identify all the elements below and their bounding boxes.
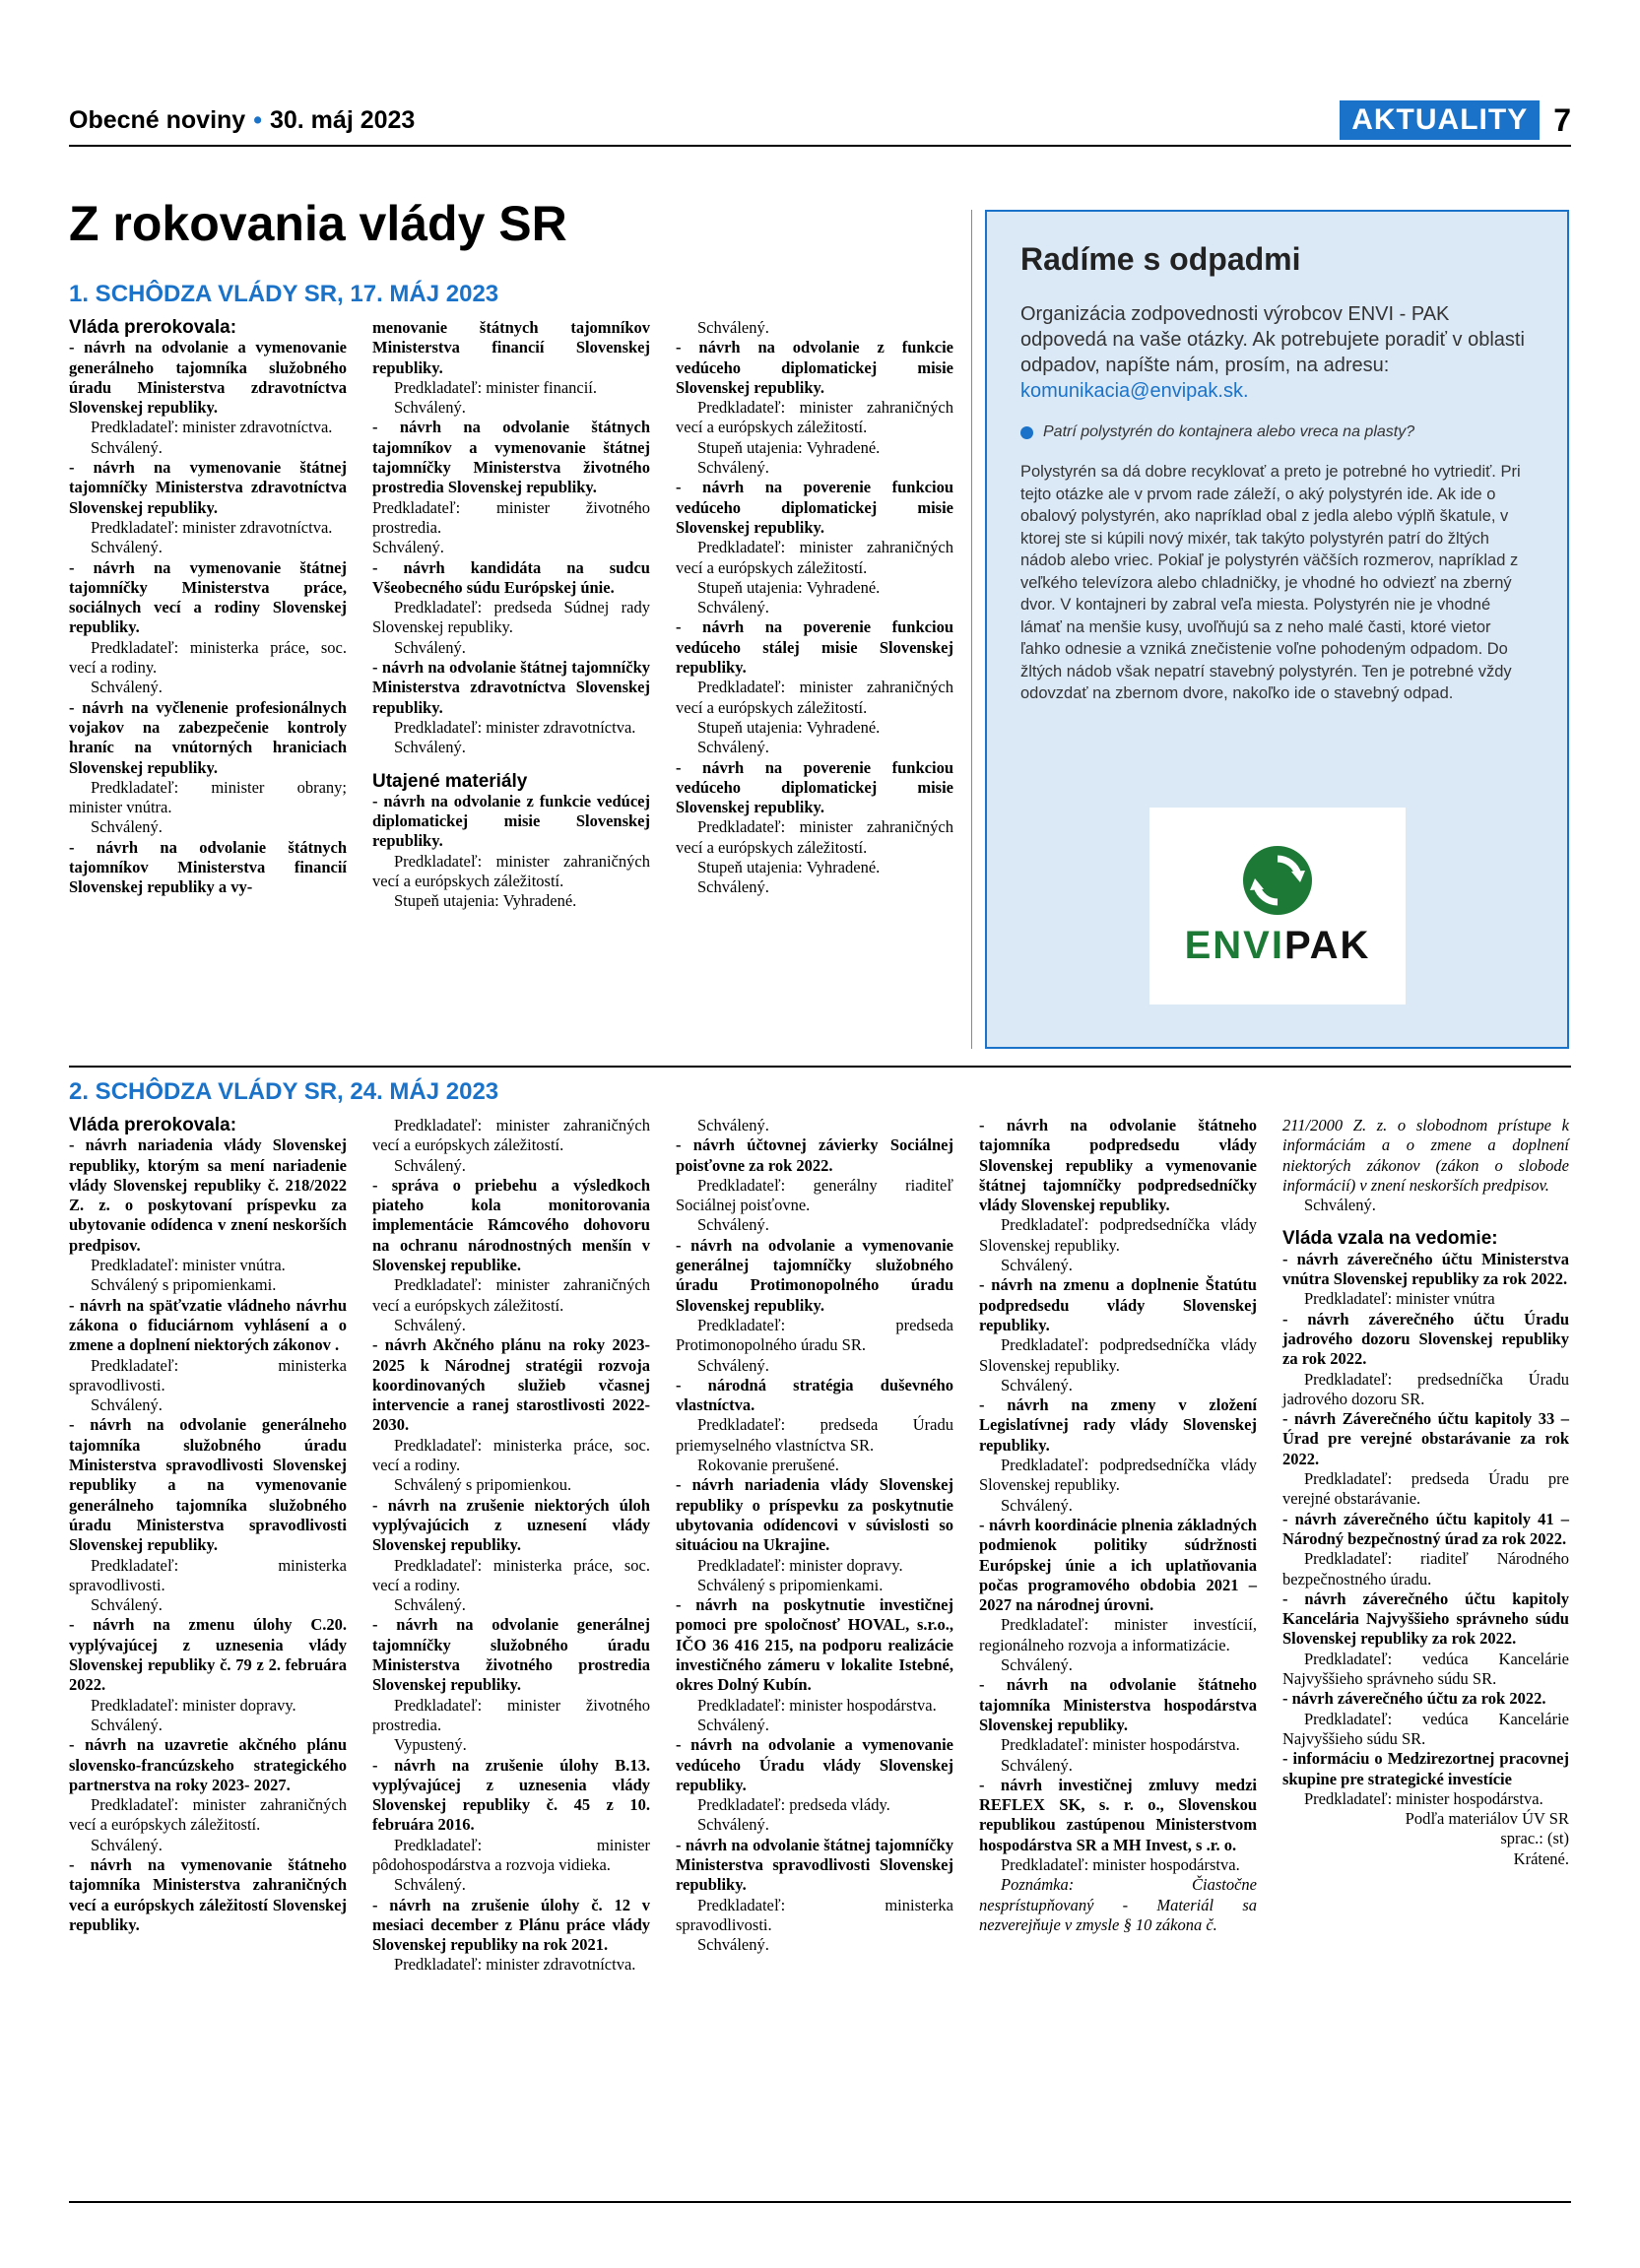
- article-paragraph: Predkladateľ: podpredsedníčka vlády Slovenskej republiky.: [979, 1456, 1257, 1495]
- article-paragraph: Stupeň utajenia: Vyhradené.: [697, 437, 881, 457]
- page-number: 7: [1553, 101, 1571, 138]
- article-paragraph: Predkladateľ: minister zahraničných vecí a európskych záležitostí.: [676, 817, 953, 857]
- article-paragraph: Predkladateľ: minister vnútra.: [91, 1256, 286, 1275]
- article-paragraph: - návrh účtovnej závierky Sociálnej poisťovne za rok 2022.: [676, 1135, 953, 1175]
- article-paragraph: Schválený.: [1001, 1375, 1073, 1394]
- article-paragraph: Predkladateľ: predseda Súdnej rady Slovenskej republiky.: [372, 598, 650, 637]
- article-paragraph: - návrh na odvolanie štátnych tajomníkov Ministerstva financií Slovenskej republiky a vy-: [69, 837, 347, 897]
- article-paragraph: Predkladateľ: predseda Protimonopolného úradu SR.: [676, 1315, 953, 1355]
- article-paragraph: Predkladateľ: minister zahraničných vecí a európskych záležitostí.: [676, 678, 953, 717]
- article-paragraph: Vláda prerokovala:: [69, 1115, 237, 1135]
- sidebar-question: [1020, 423, 1534, 441]
- article-paragraph: - návrh na odvolanie štátneho tajomníka podpredsedu vlády Slovenskej republiky a vymenovanie štátnej tajomníčky podpredsedníčky vlády Slovenskej republiky.: [979, 1116, 1257, 1215]
- article-paragraph: Predkladateľ: predseda Úradu pre verejné obstarávanie.: [1282, 1469, 1569, 1509]
- article-paragraph: Schválený.: [697, 598, 769, 617]
- article-paragraph: - návrh Akčného plánu na roky 2023-2025 k Národnej stratégii rozvoja koordinovaných služieb včasnej intervencie a ranej starostlivosti 2022-2030.: [372, 1335, 650, 1435]
- article-paragraph: Predkladateľ: ministerka spravodlivosti.: [69, 1555, 347, 1594]
- header-separator: •: [253, 106, 262, 134]
- article-paragraph: Predkladateľ: minister dopravy.: [697, 1555, 903, 1575]
- article-paragraph: Predkladateľ: generálny riaditeľ Sociálnej poisťovne.: [676, 1175, 953, 1215]
- session2-column-3: [676, 1116, 953, 1955]
- sidebar-intro: [1020, 301, 1534, 404]
- publication-name: Obecné noviny: [69, 106, 246, 134]
- article-paragraph: menovanie štátnych tajomníkov Ministerstva financií Slovenskej republiky.: [372, 318, 650, 377]
- article-paragraph: - návrh na späťvzatie vládneho návrhu zákona o fiduciárnom vyhlásení a o zmene a doplnení niektorých zákonov .: [69, 1295, 347, 1355]
- article-paragraph: Schválený s pripomienkami.: [91, 1275, 277, 1295]
- article-paragraph: Schválený s pripomienkami.: [697, 1575, 884, 1594]
- article-paragraph: - návrh na odvolanie štátnej tajomníčky Ministerstva zdravotníctva Slovenskej republiky.: [372, 658, 650, 717]
- article-paragraph: Rokovanie prerušené.: [697, 1456, 839, 1475]
- recycle-arrows-icon: [1242, 845, 1313, 916]
- article-paragraph: Schválený.: [394, 637, 466, 657]
- article-paragraph: sprac.: (st): [1500, 1829, 1569, 1848]
- sidebar-question-text: Patrí polystyrén do kontajnera alebo vreca na plasty?: [1043, 423, 1415, 440]
- article-paragraph: Predkladateľ: minister zdravotníctva.: [394, 1955, 636, 1975]
- article-paragraph: Schválený.: [697, 1815, 769, 1835]
- article-paragraph: Predkladateľ: ministerka práce, soc. vecí a rodiny.: [372, 1435, 650, 1475]
- article-paragraph: Predkladateľ: minister hospodárstva.: [1001, 1854, 1240, 1874]
- article-paragraph: - informáciu o Medzirezortnej pracovnej skupine pre strategické investície: [1282, 1749, 1569, 1788]
- article-paragraph: Predkladateľ: podpredsedníčka vlády Slovenskej republiky.: [979, 1335, 1257, 1375]
- article-paragraph: Schválený.: [372, 538, 444, 557]
- article-paragraph: Podľa materiálov ÚV SR: [1405, 1809, 1569, 1829]
- article-paragraph: Predkladateľ: minister zahraničných vecí a európskych záležitostí.: [69, 1795, 347, 1835]
- article-paragraph: Schválený.: [697, 318, 769, 337]
- article-paragraph: Predkladateľ: minister hospodárstva.: [1304, 1788, 1543, 1808]
- issue-date: 30. máj 2023: [269, 106, 416, 134]
- article-paragraph: Schválený.: [394, 1155, 466, 1175]
- article-paragraph: Vypustený.: [394, 1735, 467, 1755]
- article-paragraph: Predkladateľ: riaditeľ Národného bezpečnostného úradu.: [1282, 1549, 1569, 1588]
- article-paragraph: Predkladateľ: ministerka práce, soc. vecí a rodiny.: [69, 637, 347, 678]
- article-paragraph: - návrh na zrušenie úlohy č. 12 v mesiaci december z Plánu práce vlády Slovenskej republiky na rok 2021.: [372, 1895, 650, 1955]
- article-paragraph: Predkladateľ: minister zahraničných vecí a európskych záležitostí.: [372, 851, 650, 891]
- article-paragraph: Predkladateľ: minister financií.: [394, 377, 598, 397]
- article-paragraph: Predkladateľ: minister investícií, regionálneho rozvoja a informatizácie.: [979, 1615, 1257, 1654]
- article-paragraph: Predkladateľ: predsedníčka Úradu jadrového dozoru SR.: [1282, 1369, 1569, 1408]
- article-paragraph: - návrh na zrušenie niektorých úloh vyplývajúcich z uznesení vlády Slovenskej republiky.: [372, 1495, 650, 1555]
- article-paragraph: Schválený.: [697, 1935, 769, 1955]
- session1-column-1: [69, 318, 347, 898]
- article-paragraph: Schválený.: [697, 1355, 769, 1375]
- article-paragraph: Predkladateľ: minister zahraničných vecí a európskych záležitostí.: [676, 398, 953, 437]
- article-paragraph: Schválený.: [394, 1595, 466, 1615]
- article-paragraph: Schválený.: [91, 1715, 163, 1734]
- article-paragraph: Predkladateľ: minister dopravy.: [91, 1695, 296, 1715]
- sidebar-intro-text: Organizácia zodpovednosti výrobcov ENVI - PAK odpovedá na vaše otázky. Ak potrebujete poradiť v oblasti odpadov, napíšte nám, prosím, na adresu:: [1020, 303, 1525, 376]
- sidebar-title: Radíme s odpadmi: [1020, 241, 1301, 277]
- article-paragraph: Predkladateľ: minister zdravotníctva.: [91, 517, 333, 537]
- article-paragraph: Stupeň utajenia: Vyhradené.: [697, 577, 881, 597]
- article-paragraph: Schválený.: [1304, 1196, 1376, 1215]
- article-paragraph: Predkladateľ: podpredsedníčka vlády Slovenskej republiky.: [979, 1215, 1257, 1255]
- article-paragraph: - návrh na odvolanie štátneho tajomníka Ministerstva hospodárstva Slovenskej republiky.: [979, 1675, 1257, 1734]
- article-paragraph: - návrh kandidáta na sudcu Všeobecného súdu Európskej únie.: [372, 557, 650, 597]
- article-paragraph: - návrh na odvolanie a vymenovanie generálneho tajomníka služobného úradu Ministerstva zdravotníctva Slovenskej republiky.: [69, 338, 347, 418]
- article-paragraph: Schválený.: [697, 1215, 769, 1235]
- article-paragraph: - návrh na vyčlenenie profesionálnych vojakov na zabezpečenie kontroly hraníc na vnútorných hraniciach Slovenskej republiky.: [69, 697, 347, 777]
- article-paragraph: Predkladateľ: ministerka spravodlivosti.: [69, 1355, 347, 1394]
- article-paragraph: Predkladateľ: vedúca Kancelárie Najvyššieho správneho súdu SR.: [1282, 1649, 1569, 1689]
- article-paragraph: Predkladateľ: minister zdravotníctva.: [91, 418, 333, 437]
- article-paragraph: Predkladateľ: ministerka práce, soc. vecí a rodiny.: [372, 1555, 650, 1594]
- sidebar-divider: [971, 210, 972, 1049]
- article-paragraph: - návrh Záverečného účtu kapitoly 33 – Úrad pre verejné obstarávanie za rok 2022.: [1282, 1409, 1569, 1468]
- session2-column-1: [69, 1116, 347, 1935]
- article-paragraph: - návrh záverečného účtu za rok 2022.: [1282, 1689, 1546, 1709]
- logo-wordmark: ENVIPAK: [1184, 923, 1371, 967]
- article-paragraph: Stupeň utajenia: Vyhradené.: [697, 717, 881, 737]
- article-paragraph: Predkladateľ: predseda Úradu priemyselného vlastníctva SR.: [676, 1415, 953, 1455]
- article-paragraph: - návrh záverečného účtu kapitoly Kancelária Najvyššieho správneho súdu Slovenskej republiky za rok 2022.: [1282, 1588, 1569, 1649]
- article-paragraph: - návrh na poverenie funkciou vedúceho diplomatickej misie Slovenskej republiky.: [676, 478, 953, 537]
- article-paragraph: Schválený.: [91, 1595, 163, 1615]
- page-header-right: [1340, 100, 1571, 140]
- article-paragraph: Schválený.: [1001, 1655, 1073, 1675]
- article-paragraph: - návrh na odvolanie generálnej tajomníčky služobného úradu Ministerstva životného prostredia Slovenskej republiky.: [372, 1615, 650, 1695]
- article-paragraph: Schválený.: [91, 817, 163, 837]
- article-paragraph: - návrh na odvolanie z funkcie vedúcej diplomatickej misie Slovenskej republiky.: [372, 791, 650, 851]
- article-paragraph: Predkladateľ: vedúca Kancelárie Najvyššieho súdu SR.: [1282, 1709, 1569, 1748]
- article-paragraph: Schválený.: [1001, 1755, 1073, 1775]
- article-paragraph: Schválený.: [394, 1315, 466, 1334]
- article-paragraph: Schválený.: [91, 538, 163, 557]
- article-paragraph: Predkladateľ: minister životného prostredia.: [372, 497, 650, 537]
- article-paragraph: - návrh záverečného účtu kapitoly 41 – Národný bezpečnostný úrad za rok 2022.: [1282, 1509, 1569, 1548]
- article-paragraph: - návrh na odvolanie štátnej tajomníčky Ministerstva spravodlivosti Slovenskej republiky.: [676, 1835, 953, 1895]
- article-paragraph: Stupeň utajenia: Vyhradené.: [697, 858, 881, 877]
- article-paragraph: Predkladateľ: minister zahraničných vecí a európskych záležitostí.: [676, 538, 953, 577]
- article-paragraph: Schválený.: [394, 1875, 466, 1895]
- article-paragraph: Schválený.: [697, 1116, 769, 1134]
- header-rule: [69, 145, 1571, 147]
- article-paragraph: - návrh na zmeny v zložení Legislatívnej rady vlády Slovenskej republiky.: [979, 1395, 1257, 1455]
- article-paragraph: - návrh na odvolanie a vymenovanie vedúceho Úradu vlády Slovenskej republiky.: [676, 1735, 953, 1794]
- article-paragraph: - návrh nariadenia vlády Slovenskej republiky, ktorým sa mení nariadenie vlády Slovenskej republiky č. 218/2022 Z. z. o poskytovaní príspevku za ubytovanie odídenca v znení neskorších predpisov.: [69, 1135, 347, 1255]
- article-paragraph: - návrh na zmenu a doplnenie Štatútu podpredsedu vlády Slovenskej republiky.: [979, 1275, 1257, 1334]
- article-paragraph: Poznámka: Čiastočne nesprístupňovaný - Materiál sa nezverejňuje v zmysle § 10 zákona č.: [979, 1875, 1257, 1934]
- session2-column-5: [1282, 1116, 1569, 1869]
- footer-rule: [69, 2201, 1571, 2203]
- article-paragraph: - národná stratégia duševného vlastníctva.: [676, 1375, 953, 1415]
- article-paragraph: Predkladateľ: minister zahraničných vecí a európskych záležitostí.: [372, 1275, 650, 1315]
- article-paragraph: Schválený.: [91, 1395, 163, 1415]
- sidebar-answer: Polystyrén sa dá dobre recyklovať a preto je potrebné ho vytriediť. Pri tejto otázke ale v prvom rade záleží, o aký polystyrén ide. Ak ide o obalový polystyrén, ako napríklad obal z jedla alebo výplň škatule, v ktorej ste si kúpili nový mixér, tak takýto polystyrén patrí do žltých nádob alebo vriec. Pokiaľ je polystyrén väčších rozmerov, napríklad z veľkého televízora alebo chladničky, je vhodné ho odviezť na zberný dvor. V kontajneri by zabral veľa miesta. Polystyrén nie je vhodné lámať na menšie kusy, uvoľňujú sa z neho malé časti, ktoré vietor ľahko odnesie a vzniká znečistenie voľne pohodeným odpadom. Do žltých nádob však nepatrí stavebný polystyrén. Ten je potrebné vždy odovzdať na zbernom dvore, nakoľko ide o stavebný odpad.: [1020, 463, 1521, 702]
- article-paragraph: 211/2000 Z. z. o slobodnom prístupe k informáciám a o zmene a doplnení niektorých zákonov (zákon o slobode informácií) v znení neskorších predpisov.: [1282, 1116, 1569, 1195]
- article-paragraph: Predkladateľ: minister vnútra: [1304, 1289, 1495, 1309]
- article-paragraph: - návrh na poverenie funkciou vedúceho diplomatickej misie Slovenskej republiky.: [676, 757, 953, 817]
- article-paragraph: Schválený.: [91, 678, 163, 697]
- article-paragraph: Schválený.: [697, 1715, 769, 1734]
- article-paragraph: Predkladateľ: minister zdravotníctva.: [394, 717, 636, 737]
- article-paragraph: Predkladateľ: minister obrany; minister vnútra.: [69, 777, 347, 817]
- article-paragraph: Schválený.: [697, 877, 769, 897]
- article-paragraph: - návrh na odvolanie štátnych tajomníkov a vymenovanie štátnej tajomníčky Ministerstva životného prostredia Slovenskej republiky.: [372, 418, 650, 497]
- session2-title: 2. SCHÔDZA VLÁDY SR, 24. MÁJ 2023: [69, 1078, 499, 1105]
- article-paragraph: - návrh na poverenie funkciou vedúceho stálej misie Slovenskej republiky.: [676, 617, 953, 678]
- envipak-logo: [1149, 808, 1406, 1004]
- article-paragraph: Predkladateľ: minister hospodárstva.: [697, 1695, 937, 1715]
- article-paragraph: - návrh na vymenovanie štátneho tajomníka Ministerstva zahraničných vecí a európskych záležitostí Slovenskej republiky.: [69, 1854, 347, 1934]
- article-paragraph: - návrh záverečného účtu Úradu jadrového dozoru Slovenskej republiky za rok 2022.: [1282, 1309, 1569, 1369]
- session2-column-4: [979, 1116, 1257, 1935]
- session1-column-3: [676, 318, 953, 898]
- article-paragraph: - návrh koordinácie plnenia základných podmienok politiky súdržnosti Európskej únie a ich uplatňovania počas programového obdobia 2021 – 2027 na národnej úrovni.: [979, 1515, 1257, 1615]
- article-paragraph: Predkladateľ: predseda vlády.: [697, 1795, 890, 1815]
- article-paragraph: Predkladateľ: minister životného prostredia.: [372, 1695, 650, 1734]
- article-paragraph: - návrh na vymenovanie štátnej tajomníčky Ministerstva práce, sociálnych vecí a rodiny Slovenskej republiky.: [69, 557, 347, 637]
- article-paragraph: - návrh investičnej zmluvy medzi REFLEX SK, s. r. o., Slovenskou republikou zastúpenou Ministerstvom hospodárstva SR a MH Invest, s .r. o.: [979, 1775, 1257, 1854]
- article-paragraph: Predkladateľ: ministerka spravodlivosti.: [676, 1895, 953, 1934]
- bullet-icon: [1020, 426, 1033, 439]
- section-tag: AKTUALITY: [1340, 100, 1540, 140]
- article-paragraph: Schválený.: [697, 458, 769, 478]
- article-paragraph: Krátené.: [1513, 1848, 1569, 1868]
- session2-column-2: [372, 1116, 650, 1976]
- article-paragraph: - návrh na uzavretie akčného plánu slovensko-francúzskeho strategického partnerstva na roky 2023- 2027.: [69, 1735, 347, 1794]
- section-divider: [69, 1066, 1571, 1068]
- session1-title: 1. SCHÔDZA VLÁDY SR, 17. MÁJ 2023: [69, 281, 499, 307]
- article-title: Z rokovania vlády SR: [69, 196, 567, 251]
- article-paragraph: Predkladateľ: minister zahraničných vecí a európskych záležitostí.: [372, 1116, 650, 1155]
- article-paragraph: - návrh na odvolanie z funkcie vedúceho diplomatickej misie Slovenskej republiky.: [676, 338, 953, 397]
- article-paragraph: Schválený.: [91, 1835, 163, 1854]
- waste-advice-box: [985, 210, 1569, 1049]
- article-paragraph: Vláda vzala na vedomie:: [1282, 1228, 1498, 1250]
- article-paragraph: Schválený.: [91, 437, 163, 457]
- article-paragraph: Schválený.: [1001, 1495, 1073, 1515]
- article-paragraph: - návrh na odvolanie generálneho tajomníka služobného úradu Ministerstva spravodlivosti Slovenskej republiky a na vymenovanie generálneho tajomníka služobného úradu Ministerstva spravodlivosti Slovenskej republiky.: [69, 1415, 347, 1555]
- article-paragraph: Vláda prerokovala:: [69, 317, 237, 338]
- article-paragraph: Predkladateľ: minister hospodárstva.: [1001, 1735, 1240, 1755]
- article-paragraph: Schválený.: [394, 738, 466, 757]
- article-paragraph: - správa o priebehu a výsledkoch piateho kola monitorovania implementácie Rámcového dohovoru na ochranu národnostných menšín v Slovenskej republike.: [372, 1175, 650, 1275]
- article-paragraph: Stupeň utajenia: Vyhradené.: [394, 891, 577, 911]
- article-paragraph: Schválený.: [394, 398, 466, 418]
- article-paragraph: - návrh na poskytnutie investičnej pomoci pre spoločnosť HOVAL, s.r.o., IČO 36 416 215, na podporu realizácie investičného zámeru v lokalite Istebné, okres Dolný Kubín.: [676, 1595, 953, 1695]
- article-paragraph: Schválený.: [697, 738, 769, 757]
- article-paragraph: Schválený s pripomienkou.: [394, 1475, 572, 1495]
- article-paragraph: - návrh na vymenovanie štátnej tajomníčky Ministerstva zdravotníctva Slovenskej republiky.: [69, 458, 347, 517]
- article-paragraph: - návrh záverečného účtu Ministerstva vnútra Slovenskej republiky za rok 2022.: [1282, 1249, 1569, 1289]
- page-header-left: [69, 106, 415, 135]
- article-paragraph: - návrh na zmenu úlohy C.20. vyplývajúcej z uznesenia vlády Slovenskej republiky č. 79 z 2. februára 2022.: [69, 1615, 347, 1695]
- session1-column-2: [372, 318, 650, 912]
- article-paragraph: - návrh na zrušenie úlohy B.13. vyplývajúcej z uznesenia vlády Slovenskej republiky č. 45 z 10. februára 2016.: [372, 1755, 650, 1835]
- article-paragraph: Utajené materiály: [372, 770, 528, 792]
- article-paragraph: Predkladateľ: minister pôdohospodárstva a rozvoja vidieka.: [372, 1835, 650, 1874]
- article-paragraph: - návrh na odvolanie a vymenovanie generálnej tajomníčky služobného úradu Protimonopolného úradu Slovenskej republiky.: [676, 1235, 953, 1315]
- article-paragraph: Schválený.: [1001, 1256, 1073, 1275]
- contact-email[interactable]: komunikacia@envipak.sk.: [1020, 380, 1249, 402]
- article-paragraph: - návrh nariadenia vlády Slovenskej republiky o príspevku za poskytnutie ubytovania odídencovi v súvislosti so situáciou na Ukrajine.: [676, 1475, 953, 1555]
